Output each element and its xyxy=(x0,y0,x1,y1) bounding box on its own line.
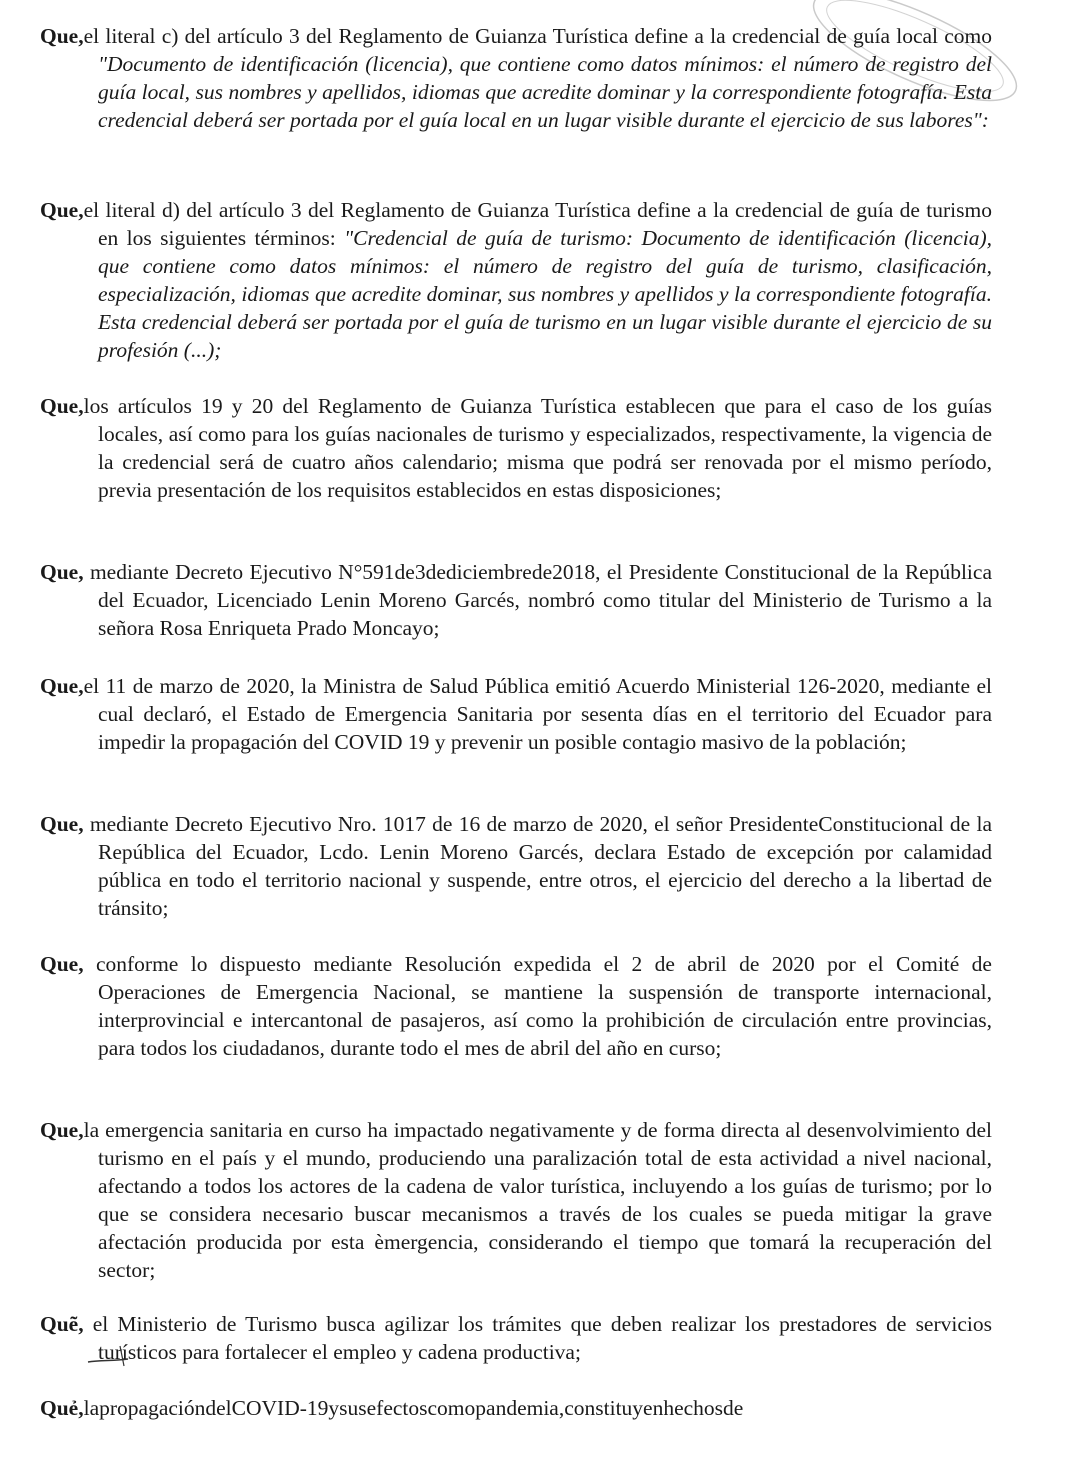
paragraph-literal-c xyxy=(40,22,992,134)
paragraph-lead: Que, xyxy=(40,674,84,698)
paragraph-emergencia-sanitaria xyxy=(40,1116,992,1284)
paragraph-text: el literal c) del artículo 3 del Reglamento de Guianza Turística define a la credencial de guía local como xyxy=(83,24,992,48)
paragraph-lead: Que, xyxy=(40,198,84,222)
paragraph-lead: Que, xyxy=(40,24,84,48)
paragraph-text: lapropagacióndelCOVID-19ysusefectoscomopandemia,constituyenhechosde xyxy=(83,1396,744,1420)
paragraph-literal-d xyxy=(40,196,992,364)
paragraph-lead: Que, xyxy=(40,952,96,976)
paragraph-quote: "Documento de identificación (licencia), que contiene como datos mínimos: el número de registro del guía local, sus nombres y apellidos, idiomas que acredite dominar y la correspondiente fotografía. Esta credencial deberá ser portada por el guía local en un lugar visible durante el ejercicio de sus labores": xyxy=(98,52,992,132)
paragraph-text: conforme lo dispuesto mediante Resolución expedida el 2 de abril de 2020 por el Comité de Operaciones de Emergencia Nacional, se mantiene la suspensión de transporte internacional, interprovincial e intercantonal de pasajeros, así como la prohibición de circulación entre provincias, para todos los ciudadanos, durante todo el mes de abril del año en curso; xyxy=(95,952,992,1060)
paragraph-text: los artículos 19 y 20 del Reglamento de Guianza Turística establecen que para el caso de los guías locales, así como para los guías nacionales de turismo y especializados, respectivamente, la vigencia de la credencial será de cuatro años calendario; misma que podrá ser renovada por el mismo período, previa presentación de los requisitos establecidos en estas disposiciones; xyxy=(83,394,992,502)
paragraph-text: el 11 de marzo de 2020, la Ministra de Salud Pública emitió Acuerdo Ministerial 126-2020, mediante el cual declaró, el Estado de Emergencia Sanitaria por sesenta días en el territorio del Ecuador para impedir la propagación del COVID 19 y prevenir un posible contagio masivo de la población; xyxy=(83,674,992,754)
paragraph-lead: Que, xyxy=(40,812,90,836)
paragraph-text: mediante Decreto Ejecutivo Nro. 1017 de 16 de marzo de 2020, el señor PresidenteConstitucional de la República del Ecuador, Lcdo. Lenin Moreno Garcés, declara Estado de excepción por calamidad pública en todo el territorio nacional y suspende, entre otros, el ejercicio del derecho a la libertad de tránsito; xyxy=(89,812,992,920)
paragraph-decreto-1017 xyxy=(40,810,992,922)
paragraph-articulos-19-20 xyxy=(40,392,992,504)
paragraph-text: mediante Decreto Ejecutivo N°591de3dediciembrede2018, el Presidente Constitucional de la República del Ecuador, Licenciado Lenin Moreno Garcés, nombró como titular del Ministerio de Turismo a la señora Rosa Enriqueta Prado Moncayo; xyxy=(89,560,992,640)
paragraph-lead: Que, xyxy=(40,394,84,418)
paragraph-lead: Que, xyxy=(40,560,90,584)
paragraph-resolucion-coe xyxy=(40,950,992,1062)
paragraph-ministerio-tramites xyxy=(40,1310,992,1366)
paragraph-acuerdo-126 xyxy=(40,672,992,756)
paragraph-lead: Quẻ, xyxy=(40,1396,84,1420)
paragraph-quote: "Credencial de guía de turismo: Documento de identificación (licencia), que contiene como datos mínimos: el número de registro del guía de turismo, clasificación, especialización, idiomas que acredite dominar, sus nombres y apellidos y la correspondiente fotografía. Esta credencial deberá ser portada por el guía de turismo en un lugar visible durante el ejercicio de su profesión (...); xyxy=(98,226,992,362)
paragraph-text: la emergencia sanitaria en curso ha impactado negativamente y de forma directa al desenvolvimiento del turismo en el país y el mundo, produciendo una paralización total de esta actividad a nivel nacional, afectando a todos los actores de la cadena de valor turística, incluyendo a los guías de turismo; por lo que se considera necesario buscar mecanismos a través de los cuales se pueda mitigar la grave afectación producida por esta èmergencia, considerando el tiempo que tomará la recuperación del sector; xyxy=(83,1118,992,1282)
paragraph-lead: Quẽ, xyxy=(40,1312,84,1336)
paragraph-text: el Ministerio de Turismo busca agilizar los trámites que deben realizar los prestadores de servicios turísticos para fortalecer el empleo y cadena productiva; xyxy=(83,1312,992,1364)
paragraph-text: el literal d) del artículo 3 del Reglamento de Guianza Turística define a la credencial de guía de turismo en los siguientes términos: xyxy=(83,198,992,250)
paragraph-decreto-591 xyxy=(40,558,992,642)
paragraph-lead: Que, xyxy=(40,1118,84,1142)
paragraph-covid-pandemia xyxy=(40,1394,992,1422)
